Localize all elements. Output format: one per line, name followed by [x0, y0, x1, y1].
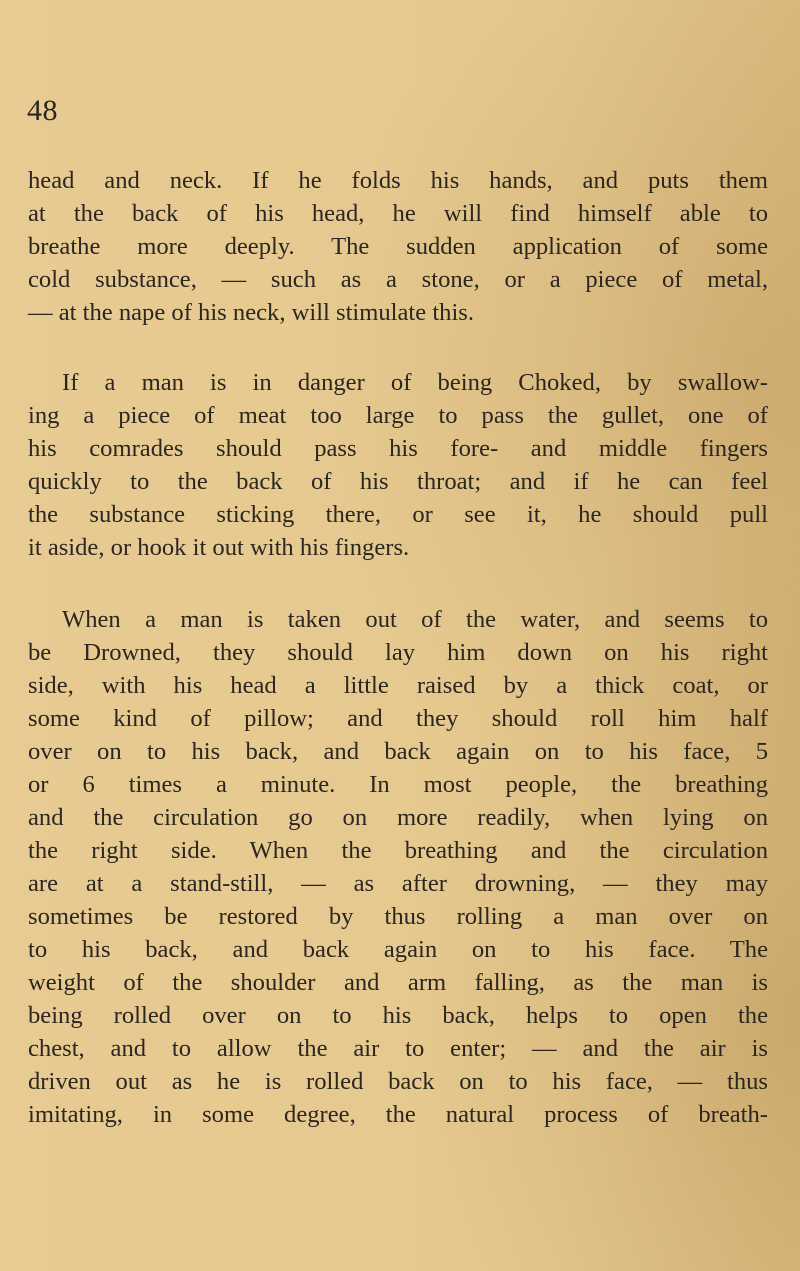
text-line: cold substance, — such as a stone, or a piece of metal,: [28, 266, 768, 293]
text-line: head and neck. If he folds his hands, and puts them: [28, 167, 768, 194]
page-number: 48: [27, 94, 58, 127]
text-line: driven out as he is rolled back on to his face, — thus: [28, 1068, 768, 1095]
text-line: sometimes be restored by thus rolling a man over on: [28, 903, 768, 930]
text-line: chest, and to allow the air to enter; — and the air is: [28, 1035, 768, 1062]
text-line: at the back of his head, he will find himself able to: [28, 200, 768, 227]
text-line: and the circulation go on more readily, when lying on: [28, 804, 768, 831]
text-line: being rolled over on to his back, helps to open the: [28, 1002, 768, 1029]
text-line: are at a stand-still, — as after drowning, — they may: [28, 870, 768, 897]
text-line: When a man is taken out of the water, and seems to: [62, 606, 768, 633]
paragraph-3: [28, 603, 768, 1131]
text-line: his comrades should pass his fore- and middle fingers: [28, 435, 768, 462]
text-line: side, with his head a little raised by a thick coat, or: [28, 672, 768, 699]
text-line: imitating, in some degree, the natural process of breath-: [28, 1101, 768, 1128]
text-line: be Drowned, they should lay him down on his right: [28, 639, 768, 666]
paragraph-2: [28, 366, 768, 564]
text-line: If a man is in danger of being Choked, by swallow-: [62, 369, 768, 396]
paragraph-1: [28, 164, 768, 329]
text-line: ing a piece of meat too large to pass the gullet, one of: [28, 402, 768, 429]
text-line: or 6 times a minute. In most people, the breathing: [28, 771, 768, 798]
text-line: weight of the shoulder and arm falling, as the man is: [28, 969, 768, 996]
text-line: breathe more deeply. The sudden application of some: [28, 233, 768, 260]
text-line: — at the nape of his neck, will stimulate this.: [28, 299, 475, 326]
text-line: the right side. When the breathing and the circulation: [28, 837, 768, 864]
text-line: quickly to the back of his throat; and if he can feel: [28, 468, 768, 495]
text-line: the substance sticking there, or see it, he should pull: [28, 501, 768, 528]
text-line: to his back, and back again on to his face. The: [28, 936, 768, 963]
text-line: it aside, or hook it out with his fingers.: [28, 534, 410, 561]
text-line: over on to his back, and back again on to his face, 5: [28, 738, 768, 765]
text-line: some kind of pillow; and they should roll him half: [28, 705, 768, 732]
